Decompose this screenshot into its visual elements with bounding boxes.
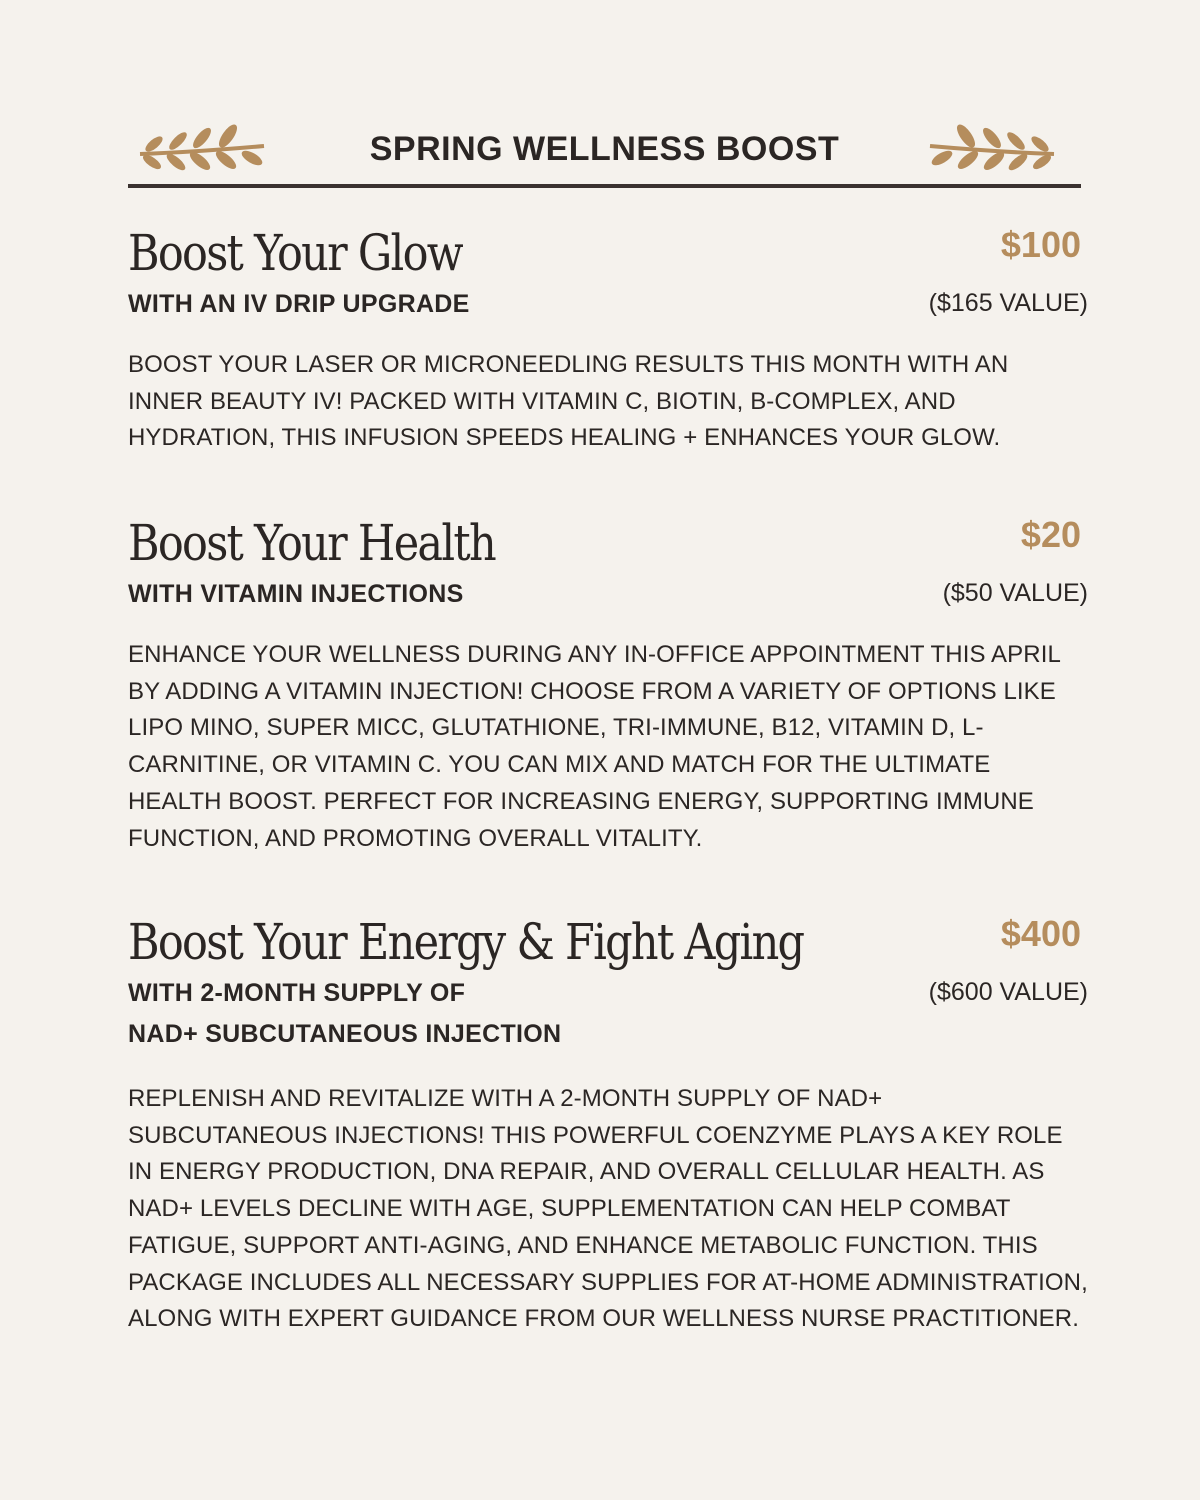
offer-value: ($600 VALUE) — [928, 978, 1088, 1006]
offer-price: $20 — [1020, 514, 1081, 555]
offer-description: BOOST YOUR LASER OR MICRONEEDLING RESULTS THIS MONTH WITH AN INNER BEAUTY IV! PACKED WITH VITAMIN C, BIOTIN, B-COMPLEX, AND HYDRATION, THIS INFUSION SPEEDS HEALING + ENHANCES YOUR GLOW. — [128, 351, 1009, 452]
header — [128, 118, 1081, 178]
offer-subtitle — [128, 973, 561, 1055]
laurel-branch-icon — [928, 122, 1058, 174]
offer-subtitle: WITH AN IV DRIP UPGRADE — [128, 290, 470, 318]
offer-price: $100 — [1000, 224, 1081, 265]
page-title: SPRING WELLNESS BOOST — [369, 130, 840, 168]
offer-value: ($50 VALUE) — [942, 579, 1088, 607]
offer-description: ENHANCE YOUR WELLNESS DURING ANY IN-OFFICE APPOINTMENT THIS APRIL BY ADDING A VITAMIN INJECTION! CHOOSE FROM A VARIETY OF OPTIONS LIKE LIPO MINO, SUPER MICC, GLUTATHIONE, TRI-IMMUNE, B12, VITAMIN D, L-CARNITINE, OR VITAMIN C. YOU CAN MIX AND MATCH FOR THE ULTIMATE HEALTH BOOST. PERFECT FOR INCREASING ENERGY, SUPPORTING IMMUNE FUNCTION, AND PROMOTING OVERALL VITALITY. — [128, 641, 1061, 852]
offer-subtitle: WITH VITAMIN INJECTIONS — [128, 580, 464, 608]
offer-title: Boost Your Glow — [128, 224, 462, 282]
offer-price: $400 — [1000, 913, 1081, 954]
offer-subtitle-line: WITH 2-MONTH SUPPLY OF — [128, 979, 466, 1007]
header-divider — [128, 184, 1081, 188]
offer-title: Boost Your Energy & Fight Aging — [128, 913, 804, 971]
offer-title: Boost Your Health — [128, 514, 495, 572]
offer-description: REPLENISH AND REVITALIZE WITH A 2-MONTH SUPPLY OF NAD+ SUBCUTANEOUS INJECTIONS! THIS POWERFUL COENZYME PLAYS A KEY ROLE IN ENERGY PRODUCTION, DNA REPAIR, AND OVERALL CELLULAR HEALTH. AS NAD+ LEVELS DECLINE WITH AGE, SUPPLEMENTATION CAN HELP COMBAT FATIGUE, SUPPORT ANTI-AGING, AND ENHANCE METABOLIC FUNCTION. THIS PACKAGE INCLUDES ALL NECESSARY SUPPLIES FOR AT-HOME ADMINISTRATION, ALONG WITH EXPERT GUIDANCE FROM OUR WELLNESS NURSE PRACTITIONER. — [128, 1085, 1088, 1333]
offer-subtitle-line: NAD+ SUBCUTANEOUS INJECTION — [128, 1020, 562, 1048]
offer-value: ($165 VALUE) — [928, 289, 1088, 317]
